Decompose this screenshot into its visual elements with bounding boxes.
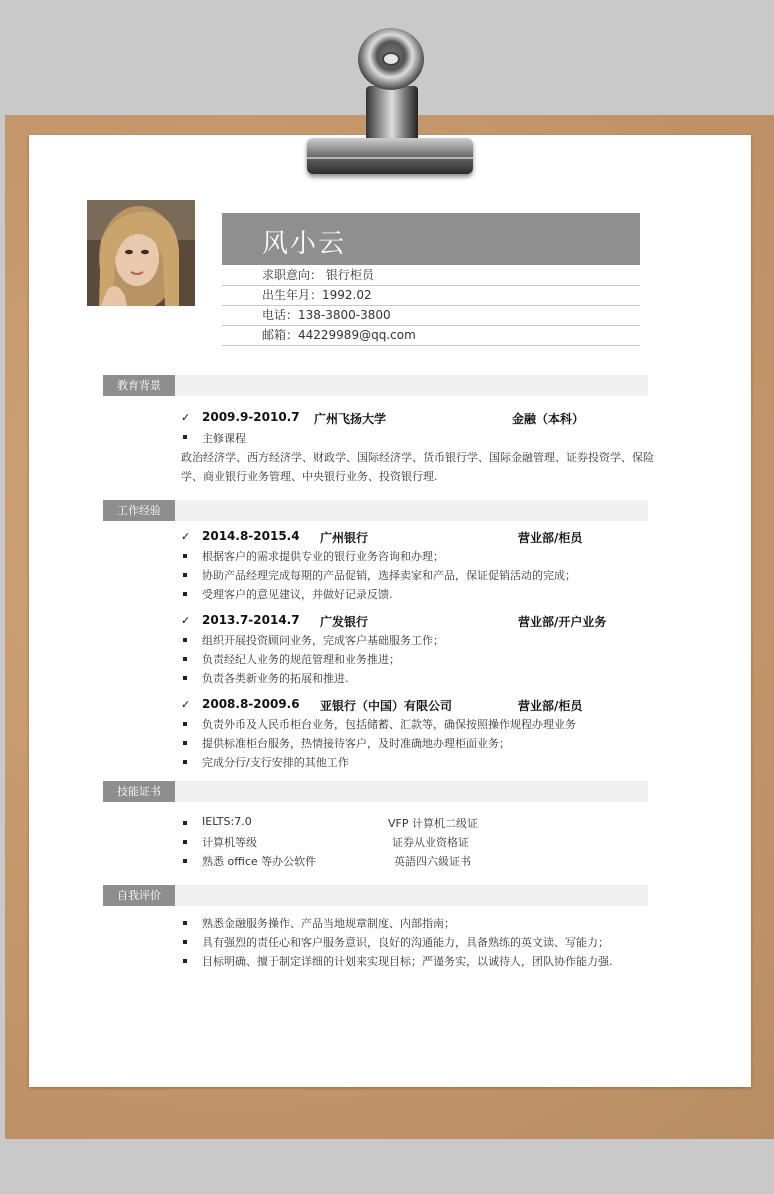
clip-bar	[307, 138, 473, 174]
edu-course-label: 主修课程	[202, 432, 246, 445]
job-company: 广发银行	[320, 615, 369, 629]
clip-ring	[358, 28, 424, 90]
section-bar	[103, 500, 648, 521]
job-duty: 负责各类新业务的拓展和推进.	[202, 672, 349, 685]
self-eval-item: 熟悉金融服务操作、产品当地规章制度、内部指南；	[202, 917, 455, 930]
job-duty: 受理客户的意见建议，并做好记录反馈.	[202, 588, 393, 601]
skill-item: VFP 计算机二级证	[388, 817, 478, 830]
job-role: 营业部/开户业务	[518, 615, 607, 629]
job-company: 广州银行	[320, 531, 369, 545]
edu-school: 广州飞扬大学	[314, 412, 387, 426]
check-icon: ✓	[181, 614, 191, 627]
skills-heading: 技能证书	[103, 781, 175, 802]
self-eval-item: 具有强烈的责任心和客户服务意识，良好的沟通能力，具备熟练的英文读、写能力；	[202, 936, 609, 949]
phone: 电话：138-3800-3800	[222, 306, 640, 326]
edu-courses-line2: 学、商业银行业务管理、中央银行业务、投资银行理.	[181, 470, 438, 483]
skill-item: IELTS:7.0	[202, 815, 252, 828]
job-company: 亚银行（中国）有限公司	[320, 699, 453, 713]
job-duty: 协助产品经理完成每期的产品促销，选择卖家和产品，保证促销活动的完成；	[202, 569, 576, 582]
email: 邮箱：44229989@qq.com	[222, 326, 640, 346]
self-eval-item: 目标明确、擅于制定详细的计划来实现目标；严谨务实，以诚待人，团队协作能力强.	[202, 955, 613, 968]
edu-period: 2009.9-2010.7	[202, 410, 300, 424]
section-bar	[103, 375, 648, 396]
skill-item: 证券从业资格证	[392, 836, 469, 849]
job-role: 营业部/柜员	[518, 699, 583, 713]
name-header	[222, 213, 640, 265]
job-intent: 求职意向： 银行柜员	[222, 266, 640, 286]
job-duty: 负责外币及人民币柜台业务，包括储蓄、汇款等，确保按照操作规程办理业务	[202, 718, 576, 731]
birth-date: 出生年月：1992.02	[222, 286, 640, 306]
check-icon: ✓	[181, 530, 191, 543]
job-duty: 组织开展投资顾问业务，完成客户基础服务工作；	[202, 634, 444, 647]
job-period: 2008.8-2009.6	[202, 697, 300, 711]
section-bar	[103, 885, 648, 906]
skill-item: 熟悉 office 等办公软件	[202, 855, 317, 868]
section-bar	[103, 781, 648, 802]
job-period: 2014.8-2015.4	[202, 529, 300, 543]
job-duty: 提供标准柜台服务，热情接待客户，及时准确地办理柜面业务；	[202, 737, 510, 750]
edu-major: 金融（本科）	[512, 412, 585, 426]
edu-courses-line1: 政治经济学、西方经济学、财政学、国际经济学、货币银行学、国际金融管理、证券投资学、保险	[181, 451, 654, 464]
work-heading: 工作经验	[103, 500, 175, 521]
self-eval-heading: 自我评价	[103, 885, 175, 906]
check-icon: ✓	[181, 411, 191, 424]
job-role: 营业部/柜员	[518, 531, 583, 545]
avatar-photo	[87, 200, 195, 306]
job-duty: 负责经纪人业务的规范管理和业务推进；	[202, 653, 400, 666]
bullet-icon	[183, 435, 187, 439]
skill-item: 计算机等级	[202, 836, 257, 849]
job-period: 2013.7-2014.7	[202, 613, 300, 627]
clip-neck	[366, 86, 418, 144]
candidate-name: 风小云	[262, 229, 347, 259]
job-duty: 完成分行/支行安排的其他工作	[202, 756, 349, 769]
check-icon: ✓	[181, 698, 191, 711]
education-heading: 教育背景	[103, 375, 175, 396]
job-duty: 根据客户的需求提供专业的银行业务咨询和办理；	[202, 550, 444, 563]
skill-item: 英語四六級证书	[394, 855, 471, 868]
